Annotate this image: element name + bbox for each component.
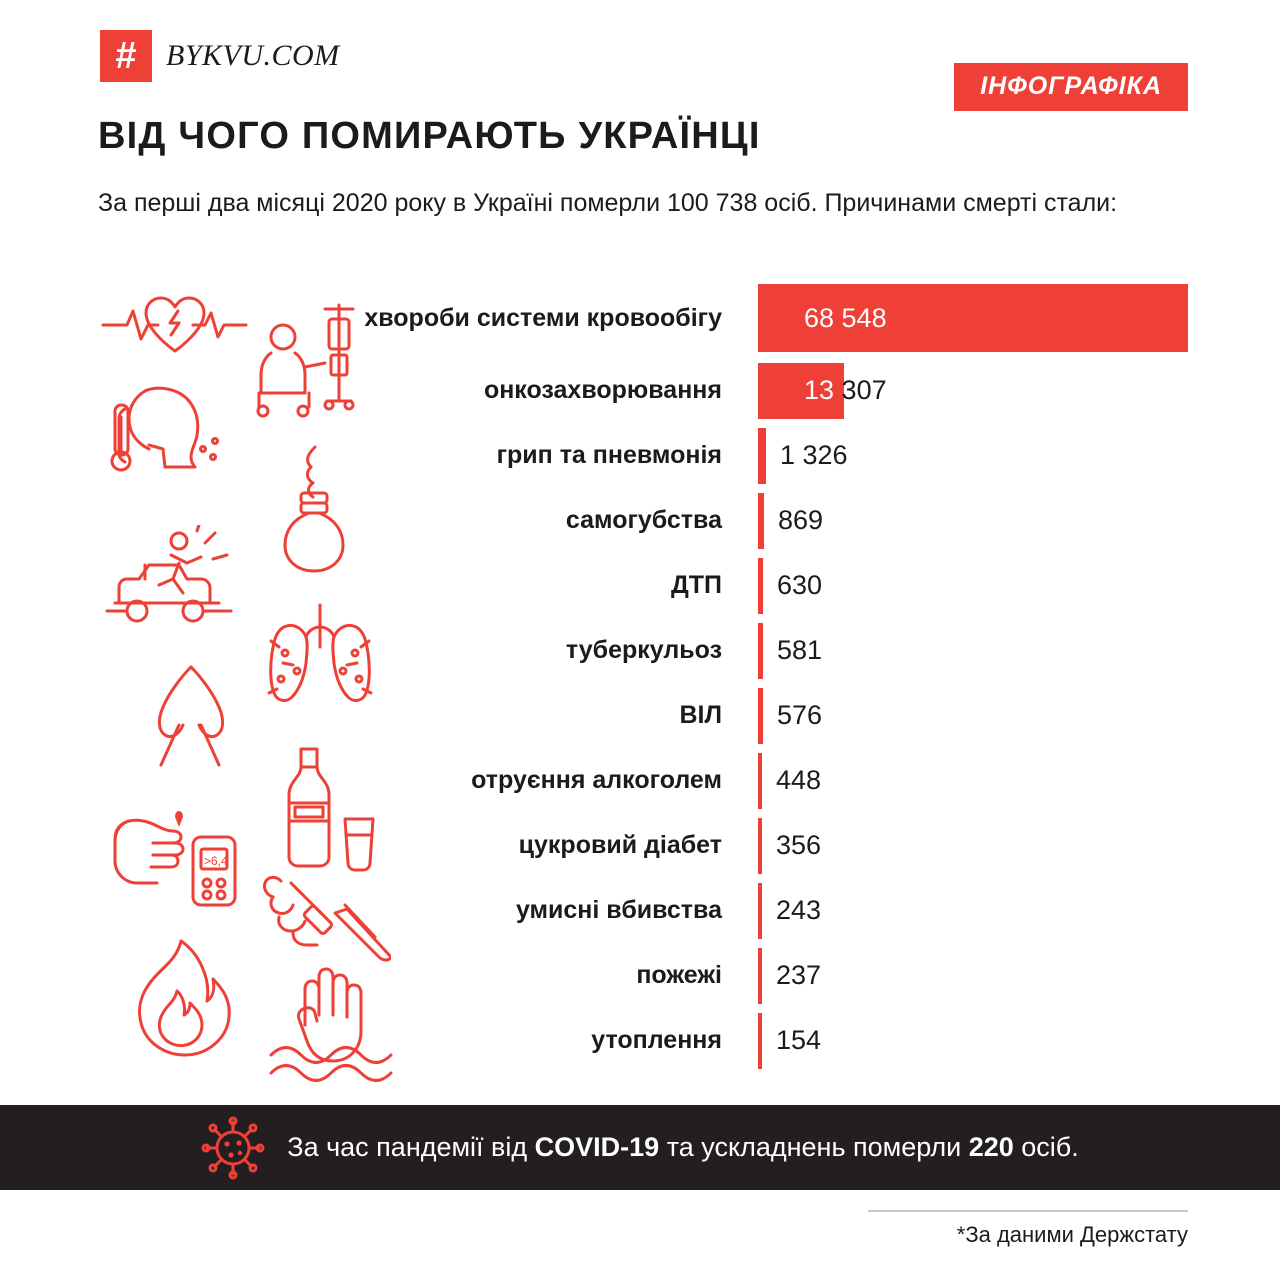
chart-bars <box>98 278 1188 1073</box>
table-row <box>98 683 1188 748</box>
bar-label: онкозахворювання <box>483 376 722 405</box>
bar-track <box>758 423 1188 488</box>
bar-track <box>758 358 1188 423</box>
site-logo[interactable] <box>100 30 340 82</box>
table-row <box>98 423 1188 488</box>
hash-logo-icon: # <box>100 30 152 82</box>
covid-banner <box>0 1105 1280 1190</box>
covid-label: COVID-19 <box>534 1132 660 1162</box>
covid-text-1: За час пандемії від <box>287 1132 535 1162</box>
bar-track <box>758 553 1188 618</box>
table-row <box>98 1008 1188 1073</box>
covid-text-3: осіб. <box>1013 1132 1079 1162</box>
bar-label: ДТП <box>670 571 722 600</box>
bar-label: туберкульоз <box>565 636 722 665</box>
source-note: *За даними Держстату <box>956 1222 1188 1247</box>
bar-label: отруєння алкоголем <box>471 766 722 795</box>
bar-track <box>758 683 1188 748</box>
bar-label: утоплення <box>591 1026 722 1055</box>
bar-value: 869 <box>778 505 824 535</box>
svg-text:>6,4: >6,4 <box>204 854 228 868</box>
bar-label: самогубства <box>565 506 722 535</box>
page-header <box>0 30 1280 100</box>
table-row <box>98 553 1188 618</box>
bar-fill <box>758 558 763 614</box>
infographic-badge: ІНФОГРАФІКА <box>954 63 1188 111</box>
bar-fill <box>758 948 762 1004</box>
table-row <box>98 943 1188 1008</box>
bar-track <box>758 618 1188 683</box>
bar-fill <box>758 493 764 549</box>
bar-value: 630 <box>777 570 823 600</box>
bar-track <box>758 488 1188 553</box>
bar-track <box>758 813 1188 878</box>
bar-fill <box>758 688 763 744</box>
table-row <box>98 878 1188 943</box>
virus-icon <box>201 1116 265 1180</box>
bar-fill <box>758 428 766 484</box>
bar-label: пожежі <box>636 961 722 990</box>
bar-value: 68 548 <box>804 302 887 333</box>
page-title: ВІД ЧОГО ПОМИРАЮТЬ УКРАЇНЦІ <box>98 115 761 157</box>
table-row <box>98 358 1188 423</box>
bar-value: 237 <box>776 960 822 990</box>
bar-fill <box>758 818 762 874</box>
bar-track <box>758 943 1188 1008</box>
covid-count: 220 <box>968 1132 1014 1162</box>
bar-value <box>804 375 887 406</box>
table-row <box>98 813 1188 878</box>
bar-value: 576 <box>777 700 823 730</box>
bar-label: хвороби системи кровообігу <box>364 303 722 332</box>
footer-divider <box>868 1210 1188 1212</box>
bar-value: 243 <box>776 895 822 925</box>
bar-value: 154 <box>776 1025 822 1055</box>
bar-value: 1 326 <box>780 440 848 470</box>
bar-label: грип та пневмонія <box>496 441 722 470</box>
bar-value: 581 <box>777 635 823 665</box>
logo-text: BYKVU.COM <box>166 39 340 72</box>
bar-label: умисні вбивства <box>515 896 722 925</box>
bar-value-head: 13 <box>804 375 835 405</box>
bar-label: цукровий діабет <box>518 831 722 860</box>
bar-fill <box>758 1013 762 1069</box>
covid-text <box>287 1132 1078 1163</box>
bar-fill <box>758 883 762 939</box>
bar-track <box>758 878 1188 943</box>
covid-text-2: та ускладнень померли <box>659 1132 969 1162</box>
bar-label: ВІЛ <box>679 701 722 730</box>
table-row <box>98 278 1188 358</box>
bar-track <box>758 1008 1188 1073</box>
bar-value: 356 <box>776 830 822 860</box>
bar-value-tail: 307 <box>834 375 887 405</box>
table-row <box>98 748 1188 813</box>
bar-track <box>758 748 1188 813</box>
page-subtitle: За перші два місяці 2020 року в Україні померли 100 738 осіб. Причинами смерті стали: <box>98 189 1118 217</box>
bar-track <box>758 278 1188 358</box>
table-row <box>98 488 1188 553</box>
table-row <box>98 618 1188 683</box>
bar-value: 448 <box>776 765 822 795</box>
bar-fill <box>758 753 762 809</box>
bar-fill <box>758 623 763 679</box>
